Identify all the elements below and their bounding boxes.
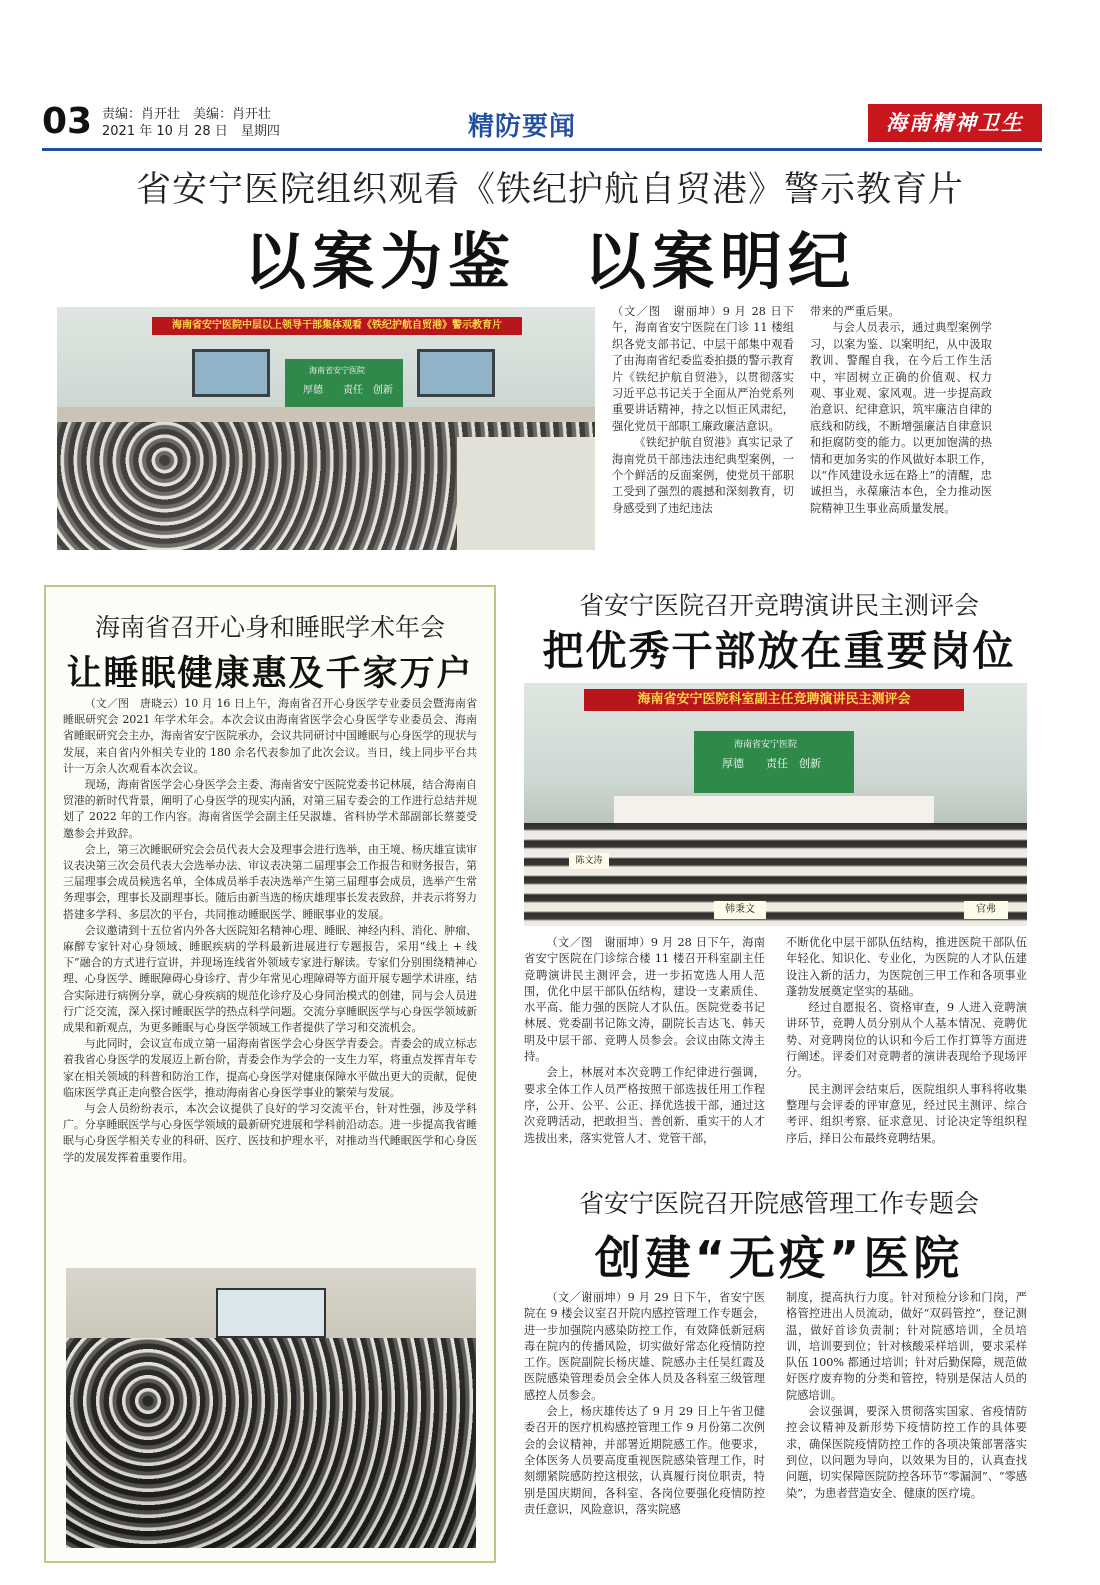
article1-p2: 《铁纪护航自贸港》真实记录了海南党员干部违法违纪典型案例，一个个鲜活的反面案例，使党员干部职工受到了强烈的震撼和深刻教育，切身感受到了违纪违法 [612,436,794,515]
date-line: 2021 年 10 月 28 日 星期四 [102,124,280,139]
article2-p6: 与会人员纷纷表示，本次会议提供了良好的学习交流平台，针对性强，涉及学科广。分享睡眠医学与心身医学领域的最新研究进展和学科前沿动态。进一步提高我省睡眠与心身医学相关专业的科研、医疗、医技和护理水平，对推动当代睡眠医学和心身医学的发展发挥着重要作用。 [63,1102,477,1164]
page-header [42,100,1042,146]
editor-info [102,106,280,140]
article2-headline: 让睡眠健康惠及千家万户 [66,654,474,694]
article2-p4: 会议邀请到十五位省内外各大医院知名精神心理、睡眠、神经内科、消化、肿瘤、麻醉专家针对心身领域、睡眠疾病的学科最新进展进行专题报告，采用“线上 + 线下”融合的方式进行宣讲，并现场连线省外领域专家进行解读。专家们分别围绕精神心理、心身医学、睡眠障碍心身诊疗、青少年常见心理障碍等方面开展专题学术讲座，结合实际进行病例分享，就心身疾病的规范化诊疗及心身同治模式的创建，同与会人员进行广泛交流，深入探讨睡眠医学的热点科学问题。交流分享睡眠医学与心身医学领域新成果和新观点，为更多睡眠与心身医学领域工作者提供了学习和交流机会。 [63,923,477,1035]
article4-p4: 会议强调，要深入贯彻落实国家、省疫情防控会议精神及新形势下疫情防控工作的具体要求，确保医院疫情防控工作的各项决策部署落实到位，以问题为导向，以效果为目的，认真查找问题，切实保障医院防控各环节“零漏洞”、“零感染”，为患者营造安全、健康的医疗境。 [786,1405,1027,1500]
photo3-wall-slogan: 厚德 责任 创新 [722,757,821,770]
editor-line: 责编：肖开壮 美编：肖开壮 [102,107,272,122]
article3-col1 [524,935,765,1147]
article2-kicker: 海南省召开心身和睡眠学术年会 [94,613,445,642]
article2-p3: 会上，第三次睡眠研究会会员代表大会及理事会进行选举，由王境、杨庆雄宣读审议表决第三次会员代表大会选举办法、审议表决第二届理事会工作报告和财务报告，第三届理事会成员候选名单，全体成员举手表决选举产生第三届理事会成员，选举产生常务理事会，理事长及副理事长。随后由新当选的杨庆雄理事长发表致辞，并表示将努力搭建多学科、多层次的平台，共同推动睡眠医学、睡眠事业的发展。 [63,842,477,921]
photo3-name-card-right: 官弗 [964,901,1008,919]
article1-headline: 以案为鉴 以案明纪 [243,225,856,298]
photo3-name-card-left: 陈文涛 [569,853,609,869]
header-divider [42,148,1042,151]
photo1-banner: 海南省安宁医院中层以上领导干部集体观看《铁纪护航自贸港》警示教育片 [152,317,522,335]
article4-p2: 会上，杨庆雄传达了 9 月 29 日上午省卫健委召开的医疗机构感控管理工作 9 月份第二次例会的会议精神，并部署近期院感工作。他要求，全体医务人员要高度重视医院感染管理工作，时刻绷紧院感防控这根弦，认真履行岗位职责，特别是国庆期间，各科室、各岗位要强化疫情防控责任意识，风险意识，落实院感 [524,1405,765,1516]
article3-p3: 不断优化中层干部队伍结构，推进医院干部队伍年轻化、知识化、专业化，为医院的人才队伍建设注入新的活力，为医院创三甲工作和各项事业蓬勃发展奠定坚实的基础。 [786,936,1027,998]
photo3-wall-logo: 海南省安宁医院 [734,740,798,750]
article3-headline: 把优秀干部放在重要岗位 [542,627,1016,675]
article1-col1 [612,304,794,517]
article1-col2 [810,304,992,517]
article4-headline: 创建“无疫”医院 [594,1231,964,1285]
article1-p4: 与会人员表示，通过典型案例学习，以案为鉴、以案明纪，从中汲取教训、警醒自我，在今后工作生活中，牢固树立正确的价值观、权力观、事业观、家风观。进一步提高政治意识、纪律意识，筑牢廉洁自律的底线和防线，不断增强廉洁自律意识和拒腐防变的能力。以更加饱满的热情和更加务实的作风做好本职工作，以“作风建设永远在路上”的清醒，忠诚担当，永葆廉洁本色，全力推动医院精神卫生事业高质量发展。 [810,321,992,515]
page-number: 03 [42,101,93,142]
newspaper-brand: 海南精神卫生 [868,104,1042,142]
article2-p5: 与此同时，会议宣布成立第一届海南省医学会心身医学青委会。青委会的成立标志着我省心身医学的发展迈上新台阶，青委会作为学会的一支生力军，将重点发挥青年专家在相关领域的科普和防治工作，提高心身医学对健康保障水平做出更大的贡献，促使临床医学真正走向整合医学，推动海南省心身医学事业的繁荣与发展。 [63,1037,477,1099]
article3-col2 [786,935,1027,1147]
photo3-banner: 海南省安宁医院科室副主任竞聘演讲民主测评会 [584,689,964,711]
article3-kicker: 省安宁医院召开竞聘演讲民主测评会 [578,591,979,620]
article3-p4: 经过自愿报名、资格审查，9 人进入竞聘演讲环节，竞聘人员分别从个人基本情况、竞聘优势、对竞聘岗位的认识和今后工作打算等方面进行阐述。评委们对竞聘者的演讲表现给予现场评分。 [786,1001,1027,1080]
article4-p3: 制度，提高执行力度。针对预检分诊和门岗，严格管控进出人员流动，做好“双码管控”，登记测温，做好首诊负责制；针对院感培训，全员培训，培训要到位；针对核酸采样培训，要求采样队伍 100% 都通过培训；针对后勤保障，规范做好医疗废弃物的分类和管控，特别是保洁人员的院感培训。 [786,1291,1027,1402]
article3-p5: 民主测评会结束后，医院组织人事科将收集整理与会评委的评审意见，经过民主测评、综合考评、组织考察、征求意见、讨论决定等组织程序后，择日公布最终竞聘结果。 [786,1082,1027,1145]
photo3-name-card-center: 韩秉文 [714,901,766,919]
article1-kicker: 省安宁医院组织观看《铁纪护航自贸港》警示教育片 [135,170,964,210]
article4-col2 [786,1290,1027,1502]
article4-p1: （文／谢丽坤）9 月 29 日下午，省安宁医院在 9 楼会议室召开院内感控管理工作专题会，进一步加强院内感染防控工作，有效降低新冠病毒在院内的传播风险，切实做好常态化疫情防控工作。医院副院长杨庆雄、院感办主任吴红霞及医院感染管理委员会全体人员及各科室三级管理感控人员参会。 [524,1291,765,1402]
article1-photo [57,307,595,550]
article2-photo [66,1268,476,1548]
article1-p1: （文／图 谢丽坤）9 月 28 日下午，海南省安宁医院在门诊 11 楼组织各党支部书记、中层干部集中观看了由海南省纪委监委拍摄的警示教育片《铁纪护航自贸港》，以贯彻落实习近平总书记关于全面从严治党系列重要讲话精神，持之以恒正风肃纪，强化党员干部职工廉政廉洁意识。 [612,305,794,433]
article3-p1: （文／图 谢丽坤）9 月 28 日下午，海南省安宁医院在门诊综合楼 11 楼召开科室副主任竞聘演讲民主测评会，进一步拓宽选人用人范围，优化中层干部队伍结构，建设一支素质佳、水平高、能力强的医院人才队伍。医院党委书记林展、党委副书记陈文涛，副院长吉达飞、韩天明及中层干部、竞聘人员参会。会议由陈文涛主持。 [524,936,765,1064]
article4-col1 [524,1290,765,1518]
article3-photo [524,683,1027,926]
article1-p3: 带来的严重后果。 [810,305,900,318]
article4-kicker: 省安宁医院召开院感管理工作专题会 [578,1189,979,1218]
article2-body [63,696,477,1166]
section-title: 精防要闻 [468,112,577,142]
photo1-wall-slogan: 厚德 责任 创新 [303,385,393,396]
article3-p2: 会上，林展对本次竞聘工作纪律进行强调，要求全体工作人员严格按照干部选拔任用工作程序，公开、公平、公正、择优选拔干部，通过这次竞聘活动，把敢担当、善创新、重实干的人才选拔出来，落实党管人才、党管干部， [524,1066,765,1145]
article2-p2: 现场，海南省医学会心身医学会主委、海南省安宁医院党委书记林展，结合海南自贸港的新时代背景，阐明了心身医学的现实内涵，对第三届专委会的工作进行总结并规划了 2022 年的工作内容。海南省医学会副主任吴淑雄、省科协学术部副部长蔡菱受邀参会并致辞。 [63,778,477,840]
article2-p1: （文／图 唐晓云）10 月 16 日上午，海南省召开心身医学专业委员会暨海南省睡眠研究会 2021 年学术年会。本次会议由海南省医学会心身医学专业委员会、海南省睡眠研究会主办，海南省安宁医院承办，会议共同研讨中国睡眠与心身医学的现状与发展，来自省内外相关专业的 180 余名代表参加了此次会议。当日，线上同步平台共计一万余人次观看本次会议。 [63,697,477,775]
photo1-wall-logo: 海南省安宁医院 [309,366,365,375]
